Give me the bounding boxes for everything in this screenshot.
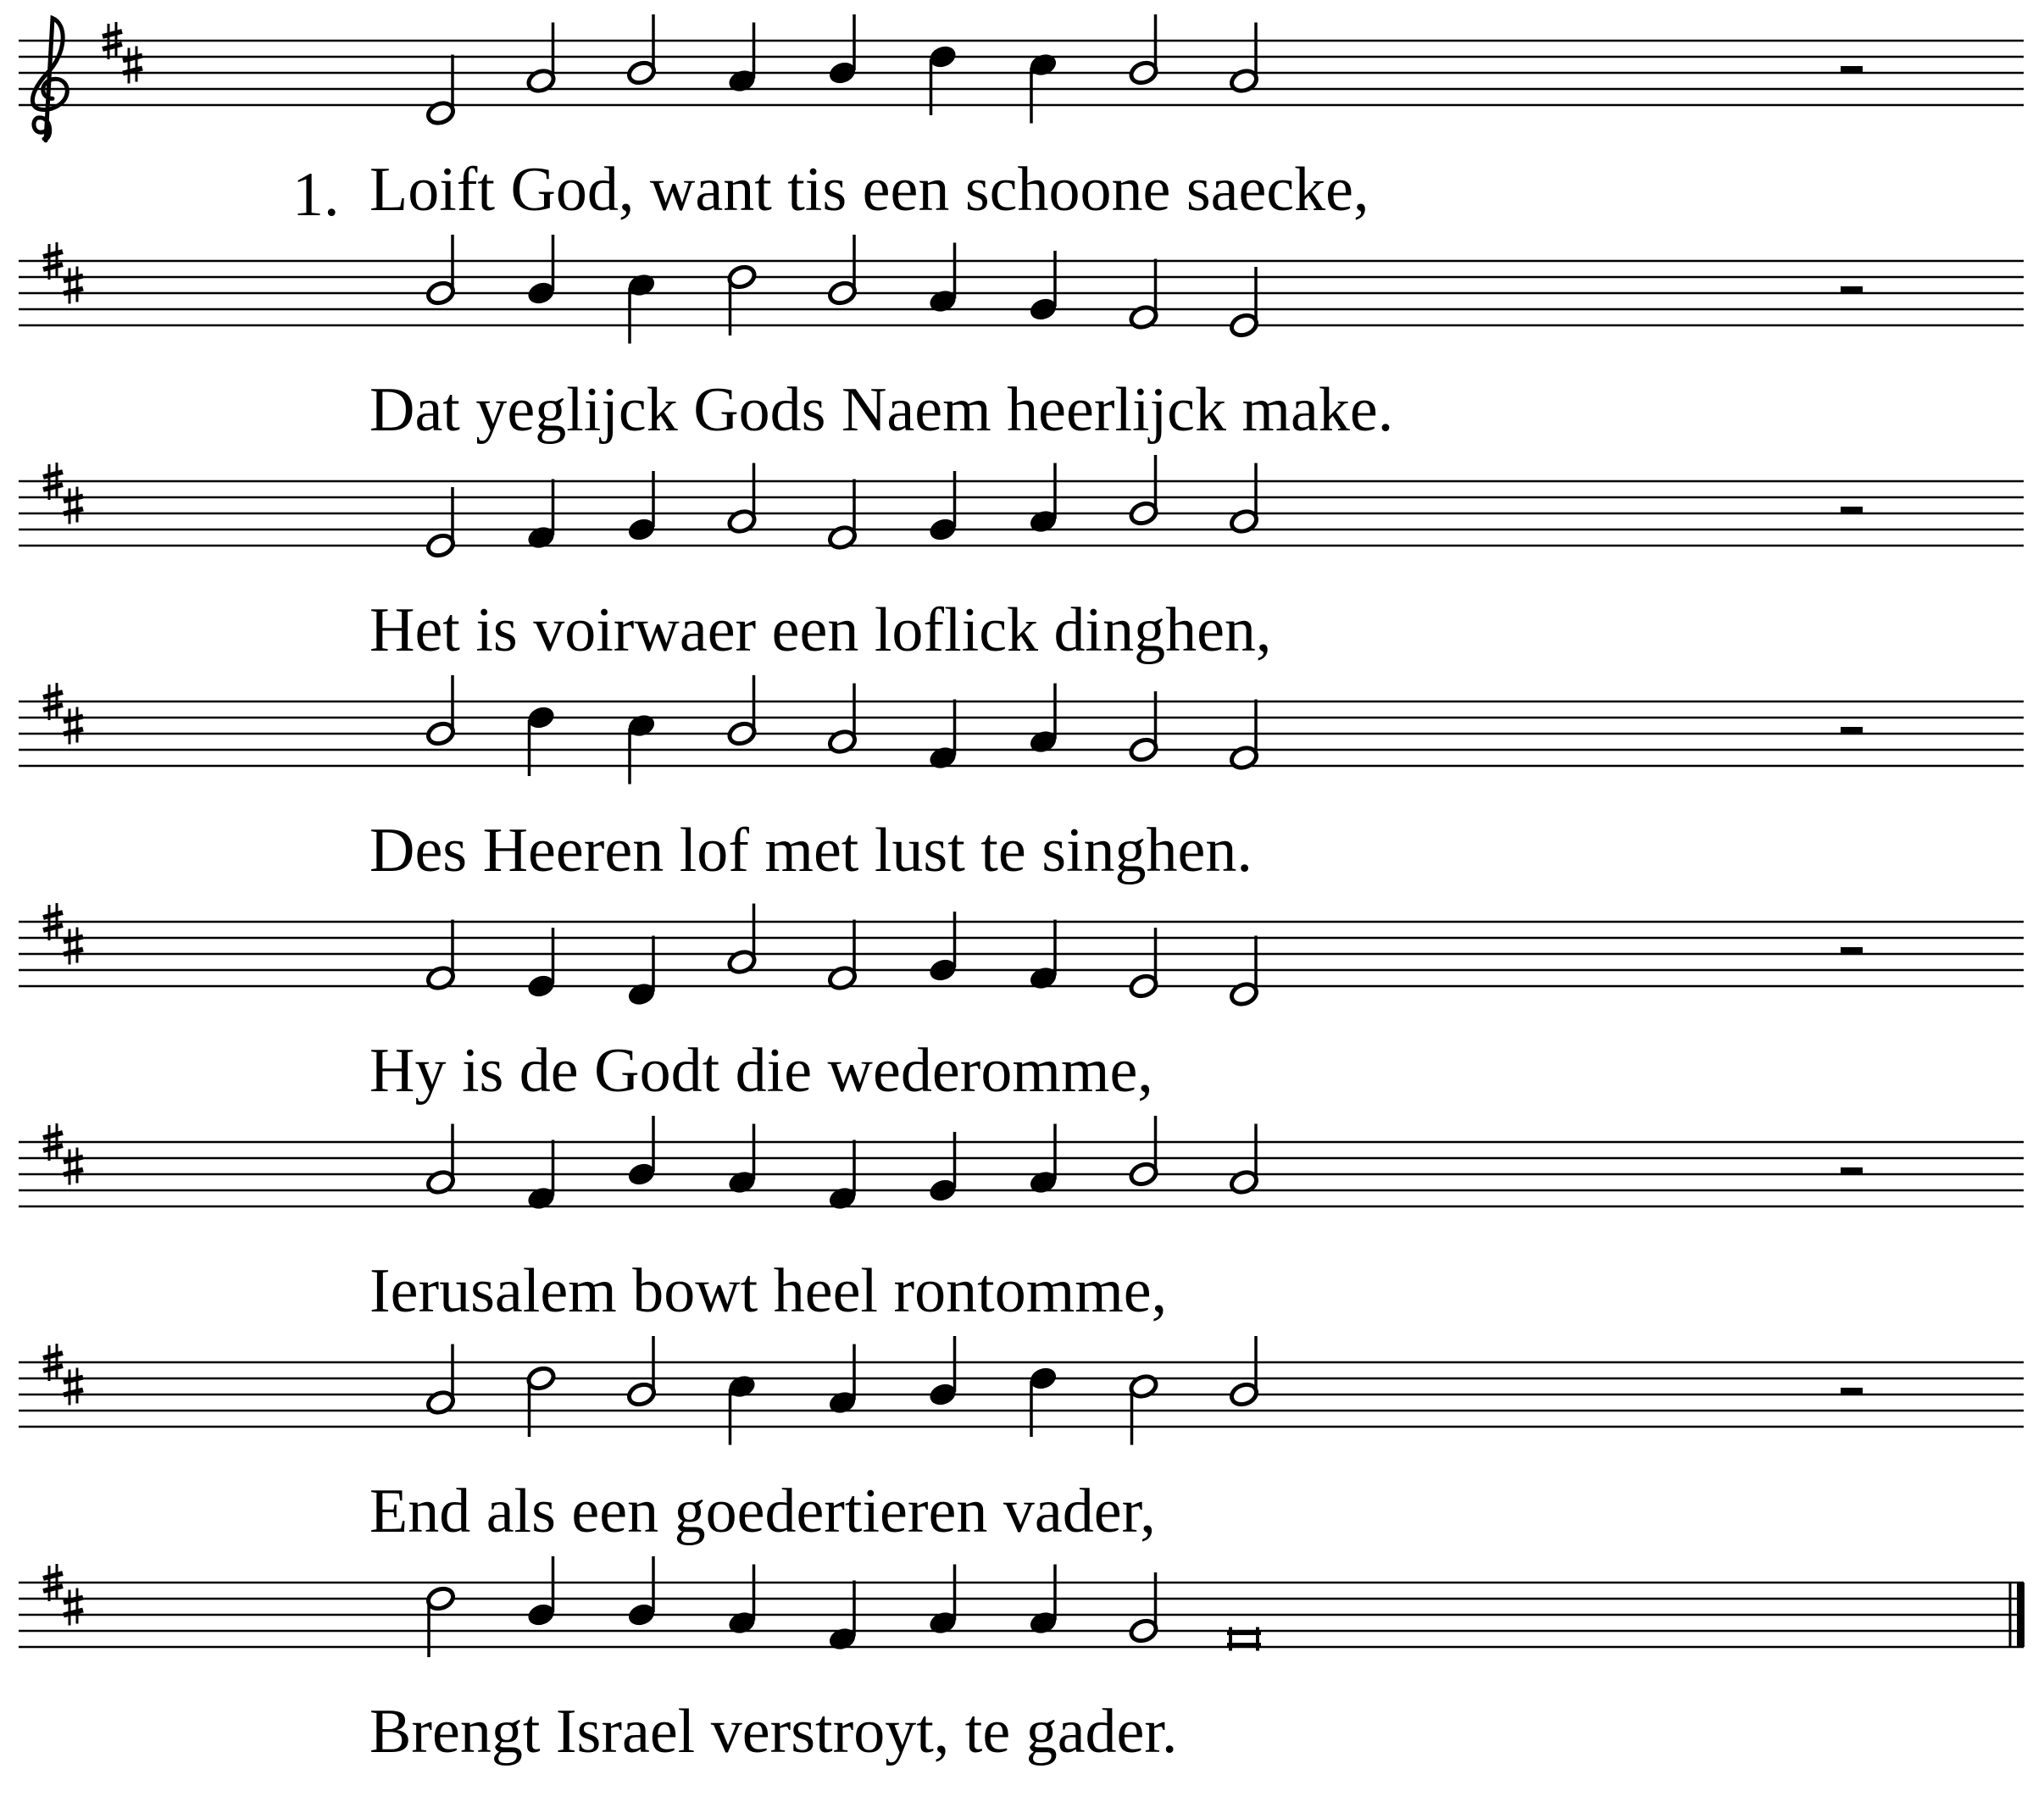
note-half <box>425 1124 456 1196</box>
note-half <box>726 463 757 535</box>
lyric-line: End als een goedertieren vader, <box>369 1477 1156 1546</box>
staff-lines <box>19 261 2024 325</box>
note-quarter <box>1028 463 1058 535</box>
staff-system <box>19 455 2024 665</box>
staff-system <box>19 675 2024 885</box>
note-half <box>425 920 456 992</box>
note-quarter <box>525 1556 556 1628</box>
half-rest-icon <box>1841 947 1863 955</box>
note-quarter <box>626 272 657 344</box>
note-half <box>827 920 858 992</box>
note-quarter <box>927 700 958 772</box>
staff-lines <box>19 922 2024 986</box>
half-rest-icon <box>1841 507 1863 514</box>
note-quarter <box>1028 684 1058 756</box>
sharp-icon <box>64 928 83 965</box>
note-half <box>425 235 456 307</box>
staff-system <box>19 1116 2024 1326</box>
sharp-icon <box>64 1589 83 1626</box>
half-rest-icon <box>1841 1388 1863 1395</box>
note-quarter <box>827 1345 858 1417</box>
note-quarter <box>726 1565 757 1637</box>
half-rest-icon <box>1841 727 1863 735</box>
note-quarter <box>525 480 556 552</box>
note-quarter <box>1028 920 1058 992</box>
staff-system <box>19 903 2024 1106</box>
note-quarter <box>927 1336 958 1408</box>
note-half <box>827 684 858 756</box>
staff-lines <box>19 1142 2024 1206</box>
sharp-icon <box>64 1368 83 1406</box>
note-quarter <box>525 1140 556 1212</box>
staff-system <box>19 235 2024 445</box>
staff-system <box>19 1556 2025 1766</box>
note-half <box>425 675 456 747</box>
note-half <box>1229 936 1259 1008</box>
note-half <box>1229 23 1259 95</box>
note-quarter <box>927 243 958 315</box>
note-quarter <box>927 1565 958 1637</box>
note-half <box>1128 455 1158 527</box>
staff-lines <box>19 1583 2024 1647</box>
staff-lines <box>19 41 2024 105</box>
note-quarter <box>1028 1124 1058 1196</box>
note-quarter <box>626 936 657 1008</box>
staff-lines <box>19 481 2024 546</box>
note-half <box>1128 14 1158 86</box>
sharp-icon <box>64 1148 83 1185</box>
note-half <box>1128 1373 1158 1445</box>
note-half <box>1229 463 1259 535</box>
note-half <box>626 14 657 86</box>
half-rest-icon <box>1841 66 1863 74</box>
note-quarter <box>726 23 757 95</box>
half-rest-icon <box>1841 1167 1863 1175</box>
note-quarter <box>1028 52 1058 124</box>
verse-number: 1. <box>292 160 340 230</box>
staff-system <box>19 1336 2024 1546</box>
note-quarter <box>726 1373 757 1445</box>
note-half <box>827 235 858 307</box>
lyric-line: Dat yeglijck Gods Naem heerlijck make. <box>369 375 1394 445</box>
lyric-line: Ierusalem bowt heel rontomme, <box>369 1256 1168 1326</box>
note-quarter <box>1028 1565 1058 1637</box>
note-half <box>626 1336 657 1408</box>
lyric-line: Loift God, want tis een schoone saecke, <box>369 155 1369 225</box>
note-quarter <box>827 14 858 86</box>
lyric-line: Het is voirwaer een loflick dinghen, <box>369 596 1272 665</box>
note-half <box>726 675 757 747</box>
note-half <box>1229 1124 1259 1196</box>
half-rest-icon <box>1841 286 1863 294</box>
note-quarter <box>525 235 556 307</box>
note-half <box>425 55 456 127</box>
staff-lines <box>19 1362 2024 1427</box>
note-quarter <box>726 1124 757 1196</box>
note-half <box>1229 1336 1259 1408</box>
note-half <box>1128 259 1158 331</box>
lyric-line: Hy is de Godt die wederomme, <box>369 1036 1153 1106</box>
sharp-icon <box>64 487 83 524</box>
note-quarter <box>626 1116 657 1188</box>
lyric-line: Des Heeren lof met lust te singhen. <box>369 816 1253 885</box>
note-half <box>827 480 858 552</box>
note-half <box>1128 1116 1158 1188</box>
note-quarter <box>626 1556 657 1628</box>
note-quarter <box>626 712 657 785</box>
note-quarter <box>827 1581 858 1653</box>
sharp-icon <box>64 267 83 304</box>
sharp-icon <box>64 707 83 745</box>
lyric-line: Brengt Israel verstroyt, te gader. <box>369 1697 1178 1766</box>
note-half <box>726 904 757 976</box>
note-half <box>425 1345 456 1417</box>
note-half <box>1229 700 1259 772</box>
staff-lines <box>19 701 2024 766</box>
note-half <box>525 23 556 95</box>
note-quarter <box>827 1140 858 1212</box>
treble-clef-icon <box>32 18 67 140</box>
sharp-icon <box>123 47 142 84</box>
